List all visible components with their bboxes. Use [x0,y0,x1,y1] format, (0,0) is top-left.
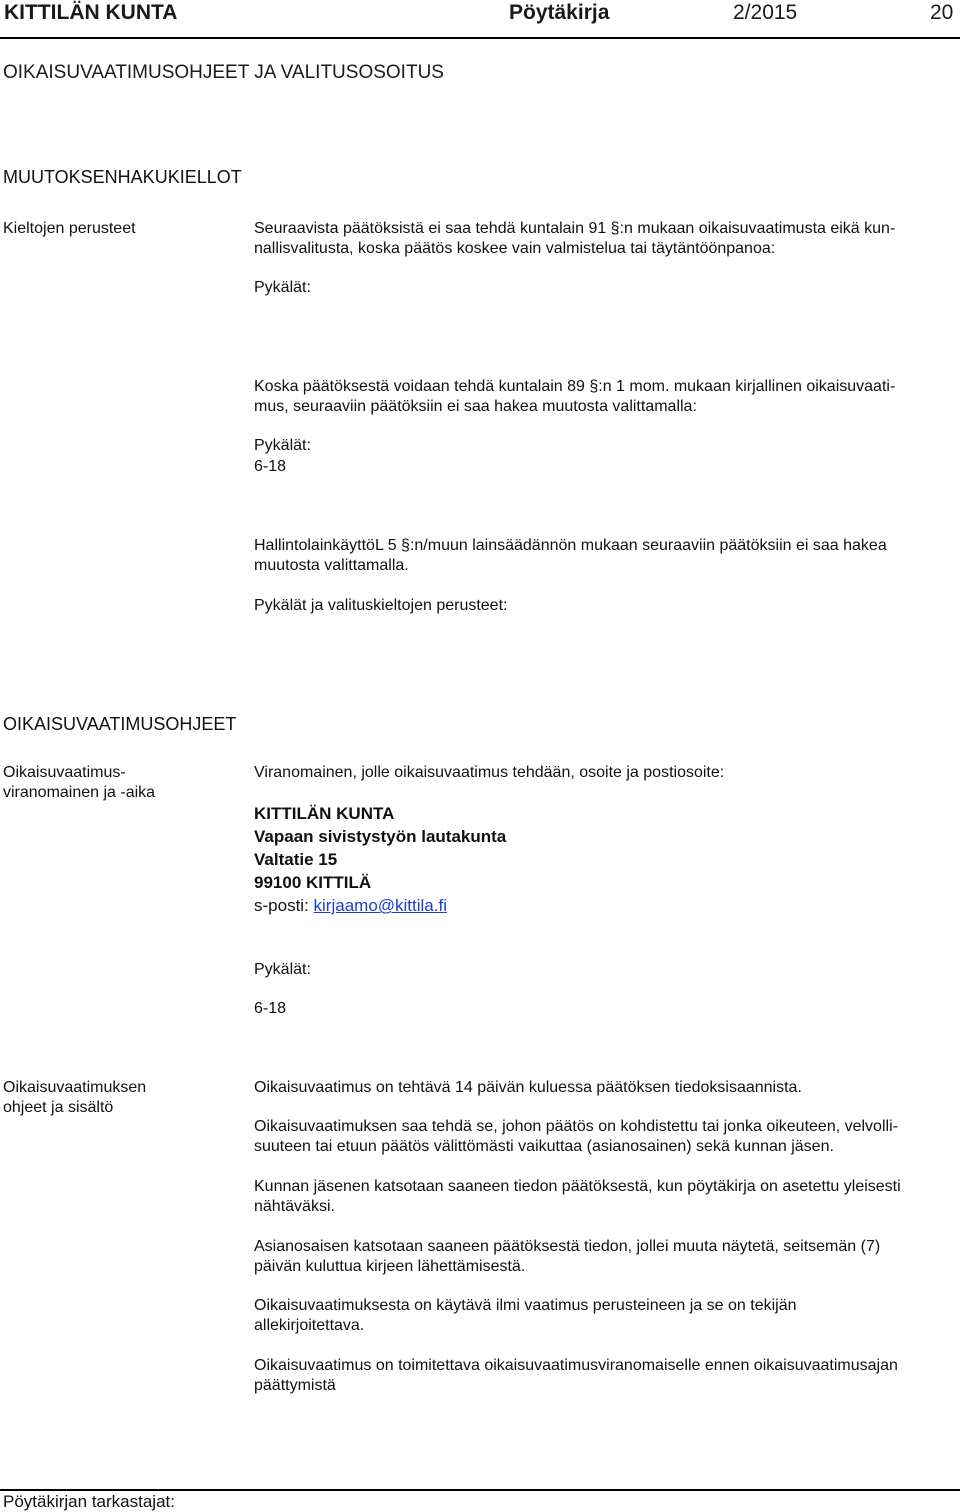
page-title: OIKAISUVAATIMUSOHJEET JA VALITUSOSOITUS [3,62,444,83]
restrictions-p3-line2: muutosta valittamalla. [254,557,409,574]
instructions-sections-label: Pykälät: [254,961,311,978]
authority-postal: 99100 KITTILÄ [254,873,372,892]
content-p2-line2: suuteen tai etuun päätös välittömästi vaikuttaa (asianosainen) sekä kunnan jäsen. [254,1138,834,1155]
restrictions-p3-sections-label: Pykälät ja valituskieltojen perusteet: [254,597,508,614]
instructions-sections-value: 6-18 [254,1000,287,1017]
restrictions-heading: MUUTOKSENHAKUKIELLOT [3,167,242,187]
header-page-number: 20 [930,1,954,24]
restrictions-p3-line1: HallintolainkäyttöL 5 §:n/muun lainsäädännön mukaan seuraaviin päätöksiin ei saa hakea [254,537,887,554]
authority-intro: Viranomainen, jolle oikaisuvaatimus tehdään, osoite ja postiosoite: [254,764,725,781]
content-p6-line2: päättymistä [254,1377,336,1394]
restrictions-p1-line1: Seuraavista päätöksistä ei saa tehdä kuntalain 91 §:n mukaan oikaisuvaatimusta eikä kun- [254,220,896,237]
restrictions-p2-line2: mus, seuraaviin päätöksiin ei saa hakea muutosta valittamalla: [254,398,697,415]
restrictions-p1-sections-label: Pykälät: [254,279,311,296]
email-label: s-posti: [254,896,309,915]
authority-board: Vapaan sivistystyön lautakunta [254,827,507,846]
restrictions-p2-sections-value: 6-18 [254,458,287,475]
email-row [254,894,447,917]
restrictions-p2-line1: Koska päätöksestä voidaan tehdä kuntalain 89 §:n 1 mom. mukaan kirjallinen oikaisuvaati- [254,378,896,395]
content-p1: Oikaisuvaatimus on tehtävä 14 päivän kuluessa päätöksen tiedoksisaannista. [254,1079,802,1096]
restrictions-p1-line2: nallisvalitusta, koska päätös koskee vain valmistelua tai täytäntöönpanoa: [254,240,776,257]
email-link[interactable]: kirjaamo@kittila.fi [313,896,447,915]
authority-label-line1: Oikaisuvaatimus- [3,764,126,781]
content-p4-line2: päivän kuluttua kirjeen lähettämisestä. [254,1258,526,1275]
content-p3-line1: Kunnan jäsenen katsotaan saaneen tiedon päätöksestä, kun pöytäkirja on asetettu yleisesti [254,1178,901,1195]
content-p6-line1: Oikaisuvaatimus on toimitettava oikaisuvaatimusviranomaiselle ennen oikaisuvaatimusajan [254,1357,898,1374]
footer-rule [0,1489,960,1491]
content-p5-line1: Oikaisuvaatimuksesta on käytävä ilmi vaatimus perusteineen ja se on tekijän [254,1297,797,1314]
authority-label-line2: viranomainen ja -aika [3,784,156,801]
content-p2-line1: Oikaisuvaatimuksen saa tehdä se, johon päätös on kohdistettu tai jonka oikeuteen, velvolli- [254,1118,898,1135]
content-label-line1: Oikaisuvaatimuksen [3,1079,147,1096]
header-rule [0,37,960,39]
content-label-line2: ohjeet ja sisältö [3,1099,114,1116]
content-p3-line2: nähtäväksi. [254,1198,335,1215]
header-doc-number: 2/2015 [733,1,798,24]
header-doc-type: Pöytäkirja [509,1,610,24]
authority-street: Valtatie 15 [254,850,338,869]
header-municipality: KITTILÄN KUNTA [4,1,178,24]
restrictions-p2-sections-label: Pykälät: [254,437,311,454]
restrictions-label: Kieltojen perusteet [3,220,136,237]
footer-reviewers-label: Pöytäkirjan tarkastajat: [3,1492,175,1511]
content-p5-line2: allekirjoitettava. [254,1317,365,1334]
content-p4-line1: Asianosaisen katsotaan saaneen päätöksestä tiedon, jollei muuta näytetä, seitsemän (7) [254,1238,881,1255]
authority-name: KITTILÄN KUNTA [254,804,395,823]
instructions-heading: OIKAISUVAATIMUSOHJEET [3,714,237,734]
